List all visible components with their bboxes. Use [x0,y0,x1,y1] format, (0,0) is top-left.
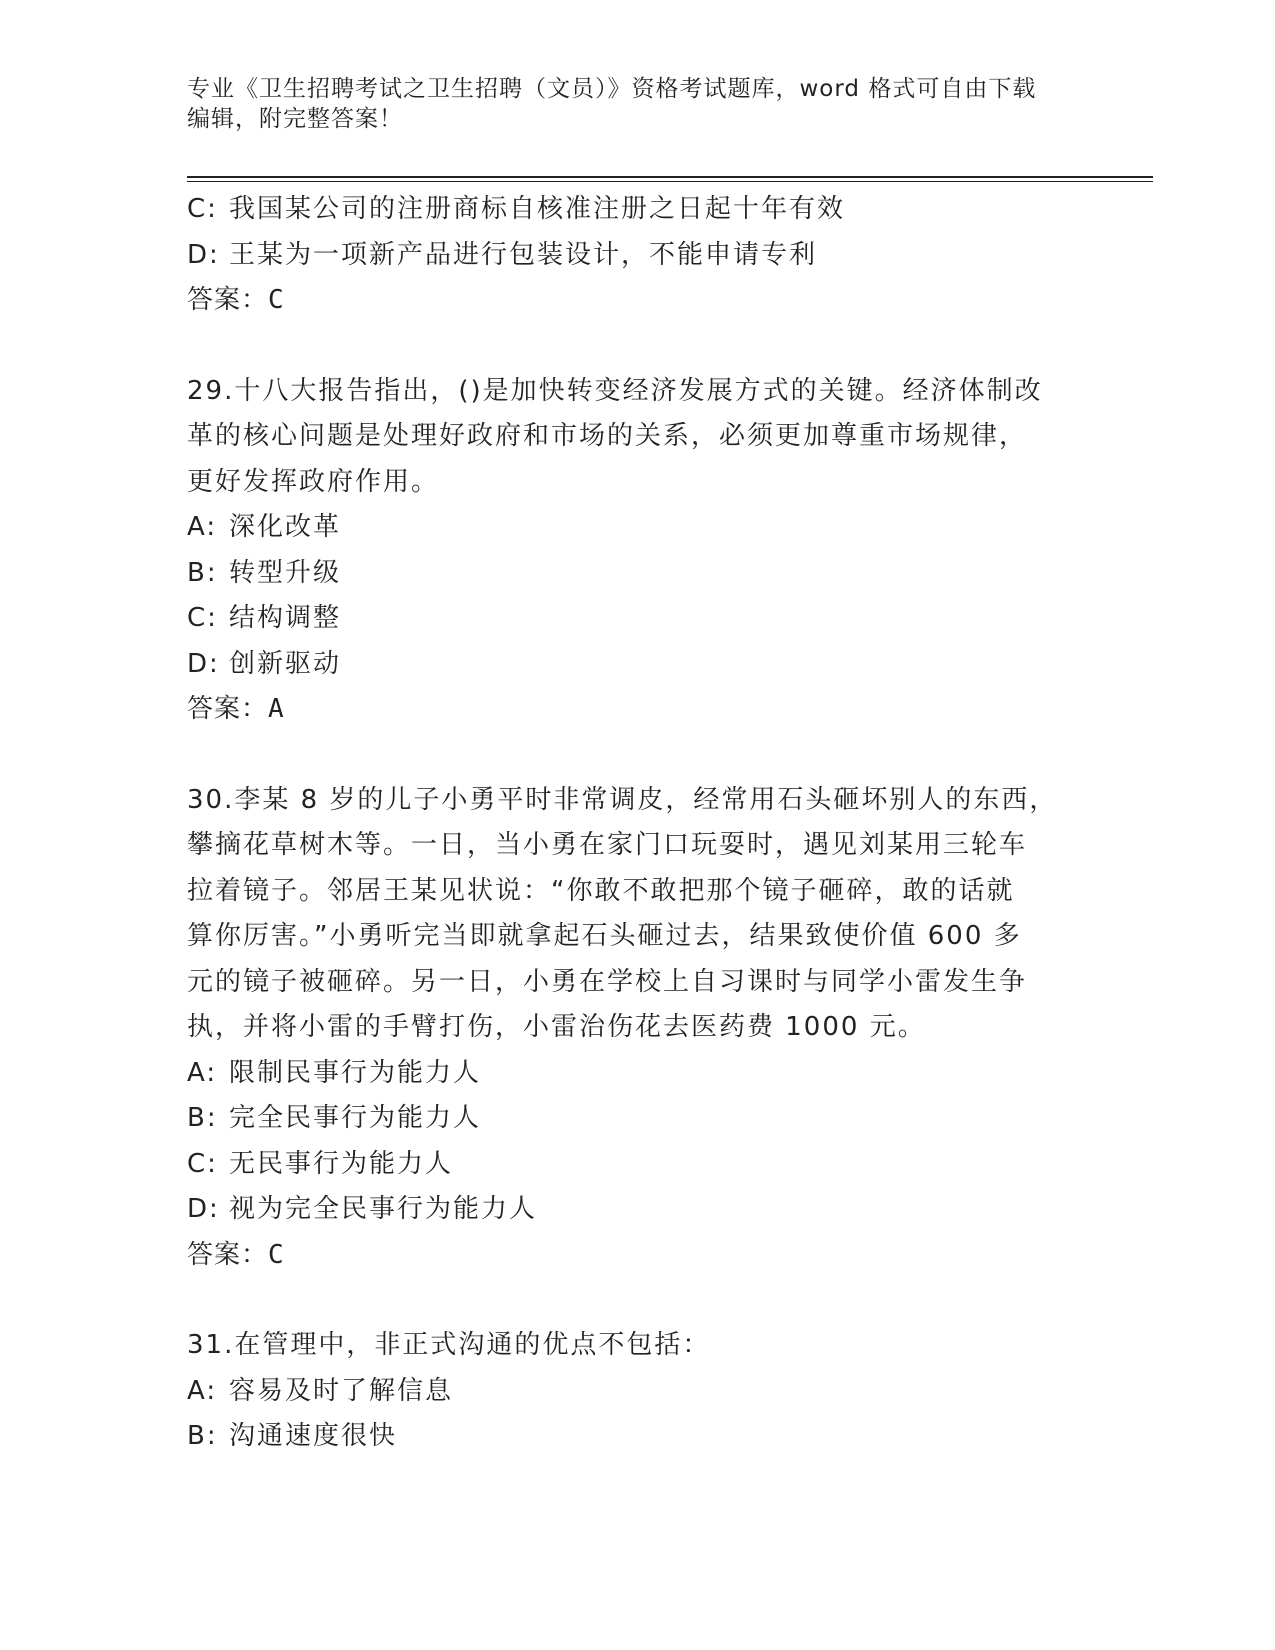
option-key: D: [187,648,220,679]
option-c [187,1142,1087,1188]
option-key: C: [187,1148,218,1179]
spacer [187,324,1087,369]
answer-line [187,278,1087,324]
question-line: 30.李某 8 岁的儿子小勇平时非常调皮，经常用石头砸坏别人的东西， [187,784,1058,815]
option-text: 转型升级 [229,557,342,588]
answer-line [187,1233,1087,1279]
option-text: 无民事行为能力人 [229,1148,454,1179]
option-key: B: [187,557,218,588]
question-28-tail [187,187,1087,324]
option-key: D: [187,1194,220,1224]
option-key: A: [187,512,218,542]
option-key: B: [187,1421,218,1451]
option-key: D: [187,239,220,270]
answer-value: C [268,1239,284,1270]
question-line: 29.十八大报告指出，()是加快转变经济发展方式的关键。经济体制改 [187,375,1043,406]
option-text: 王某为一项新产品进行包装设计，不能申请专利 [229,239,818,270]
option-b [187,1096,1087,1142]
option-key: C: [187,603,218,633]
document-header [187,74,1067,134]
question-line: 算你厉害。”小勇听完当即就拿起石头砸过去，结果致使价值 600 多 [187,921,1022,951]
question-line: 攀摘花草树木等。一日，当小勇在家门口玩耍时，遇见刘某用三轮车 [187,830,1028,860]
option-d [187,233,1087,279]
option-key: B: [187,1103,218,1133]
question-line: 元的镜子被砸碎。另一日，小勇在学校上自习课时与同学小雷发生争 [187,966,1028,997]
spacer [187,1278,1087,1323]
header-divider-thick [187,176,1153,178]
option-text: 深化改革 [229,512,342,542]
option-text: 沟通速度很快 [229,1421,398,1451]
header-line-1: 专业《卫生招聘考试之卫生招聘（文员）》资格考试题库，word 格式可自由下载 [187,76,1037,102]
answer-label: 答案： [187,1239,269,1270]
option-d [187,1187,1087,1233]
option-c [187,187,1087,233]
option-a [187,1051,1087,1097]
question-31 [187,1323,1087,1460]
option-b [187,1414,1087,1460]
question-line: 革的核心问题是处理好政府和市场的关系，必须更加尊重市场规律， [187,421,1028,451]
question-29 [187,369,1087,733]
answer-value: A [268,694,284,724]
option-b [187,551,1087,597]
question-line: 执，并将小雷的手臂打伤，小雷治伤花去医药费 1000 元。 [187,1012,926,1042]
option-text: 创新驱动 [229,648,342,679]
answer-label: 答案： [187,285,269,315]
option-a [187,505,1087,551]
option-key: A: [187,1375,218,1406]
option-c [187,596,1087,642]
option-text: 我国某公司的注册商标自核准注册之日起十年有效 [229,194,846,224]
question-30 [187,778,1087,1279]
question-text [187,1323,1087,1369]
spacer [187,733,1087,778]
option-text: 容易及时了解信息 [229,1375,454,1406]
question-text [187,778,1087,1051]
answer-label: 答案： [187,694,269,724]
answer-line [187,687,1087,733]
answer-value: C [268,285,284,315]
question-line: 拉着镜子。邻居王某见状说：“你敢不敢把那个镜子砸碎，敢的话就 [187,875,1015,906]
option-text: 视为完全民事行为能力人 [229,1194,538,1224]
option-text: 结构调整 [229,603,342,633]
header-line-2: 编辑，附完整答案！ [187,106,403,132]
question-text [187,369,1087,506]
option-text: 限制民事行为能力人 [229,1057,482,1088]
option-text: 完全民事行为能力人 [229,1103,482,1133]
option-key: A: [187,1057,218,1088]
question-line: 31.在管理中，非正式沟通的优点不包括： [187,1330,711,1360]
option-d [187,642,1087,688]
header-divider-thin [187,181,1153,182]
document-body [187,187,1087,1460]
option-key: C: [187,194,218,224]
question-line: 更好发挥政府作用。 [187,466,440,497]
option-a [187,1369,1087,1415]
